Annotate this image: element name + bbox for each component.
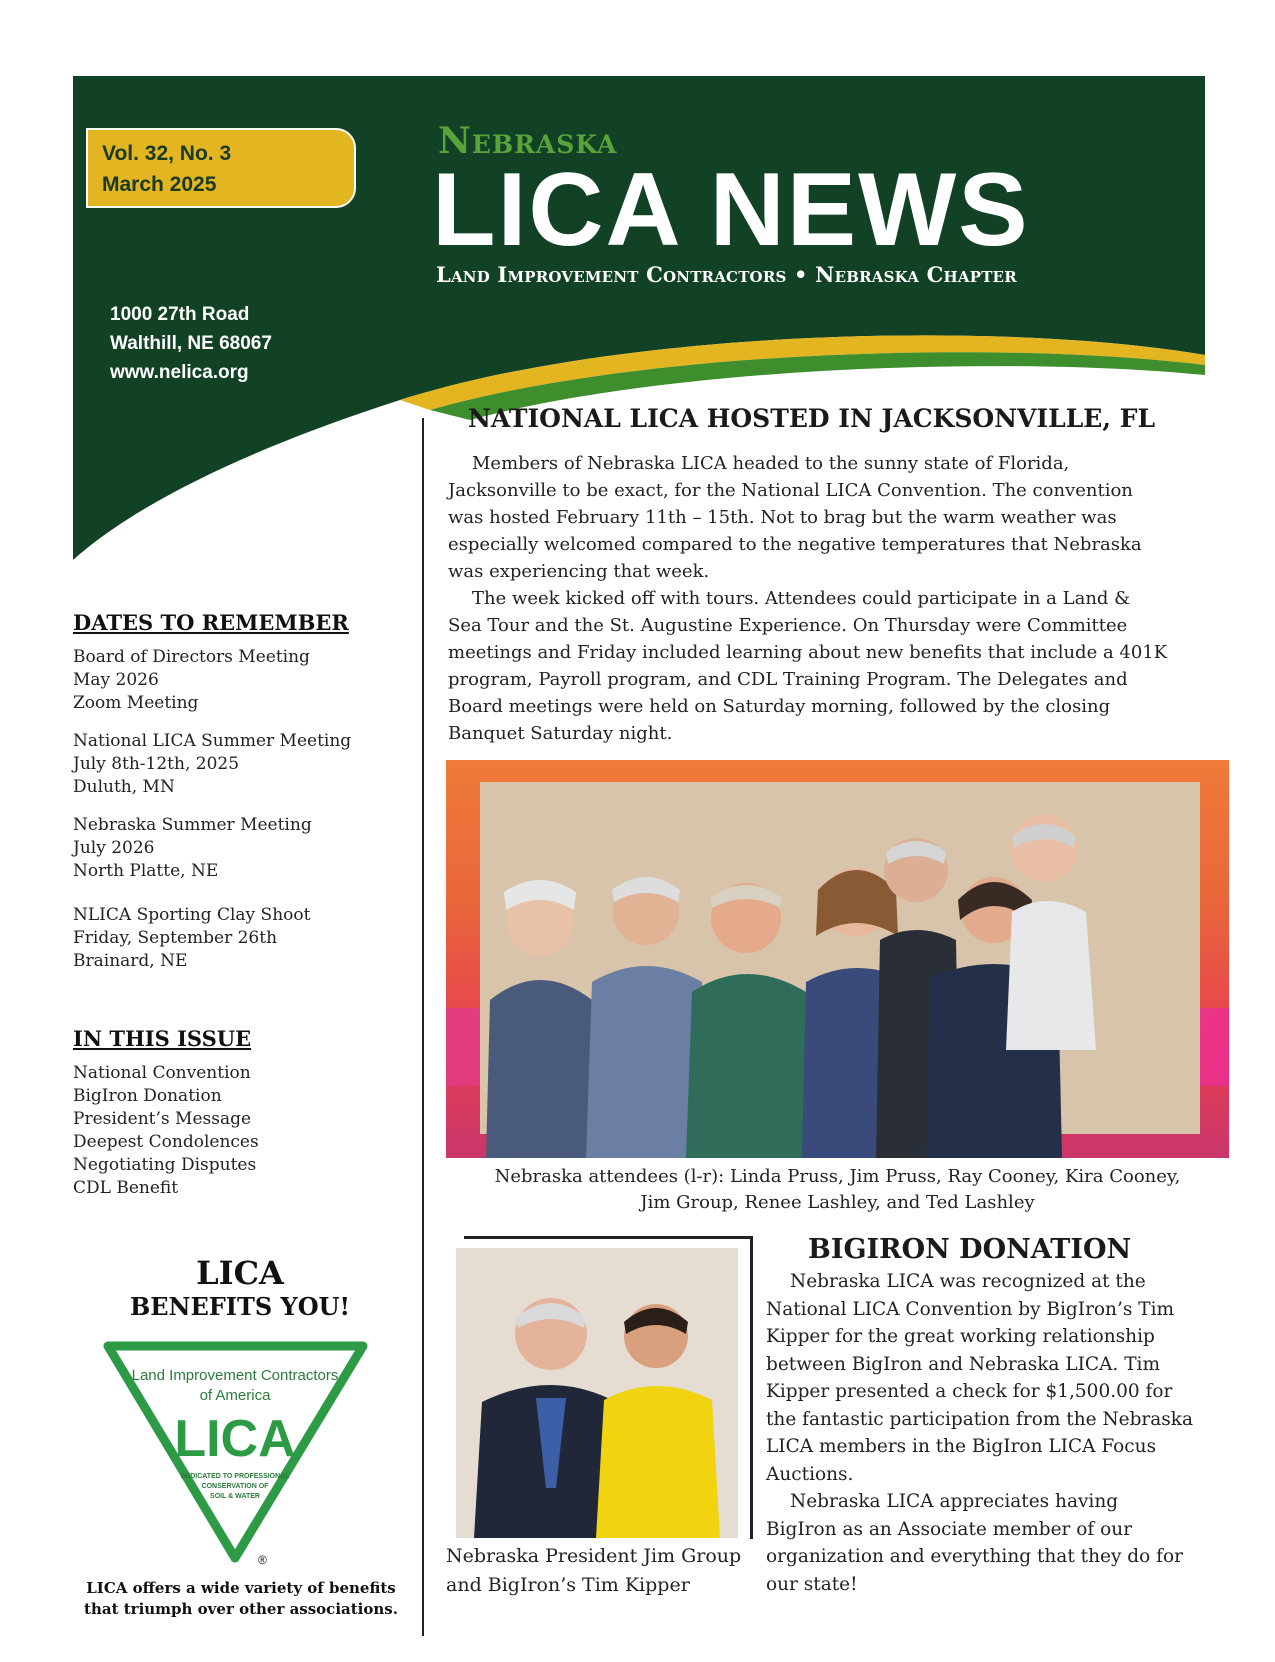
registered-mark: ® [258,1553,267,1567]
event-date: Friday, September 26th [73,928,278,948]
issue-date: March 2025 [102,173,217,196]
bigiron-body [766,1268,1206,1598]
group-people-illustration [446,760,1229,1158]
masthead-subtitle: Land Improvement Contractors • Nebraska Chapter [436,262,1017,287]
column-divider [422,418,424,1636]
bigiron-line: the fantastic participation from the Nebraska [766,1408,1194,1430]
address-city: Walthill, NE 68067 [110,333,272,354]
event-item [73,904,310,973]
event-location: Duluth, MN [73,777,175,797]
logo-center-text: LICA [174,1410,296,1468]
masthead-state: Nebraska [438,120,618,162]
logo-bottom-text: DEDICATED TO PROFESSIONAL [180,1473,290,1480]
event-title: National LICA Summer Meeting [73,731,352,751]
benefits-heading-sub: BENEFITS YOU! [129,1292,351,1321]
bigiron-photo-caption-line: Nebraska President Jim Group [446,1545,742,1567]
event-date: July 2026 [73,838,155,858]
logo-top-text-2: of America [199,1387,271,1404]
group-photo [446,760,1229,1158]
bigiron-line: BigIron as an Associate member of our [766,1518,1133,1540]
dates-heading: DATES TO REMEMBER [73,610,349,635]
bigiron-line: Nebraska LICA was recognized at the [790,1271,1146,1292]
person-silhouette [686,883,808,1158]
issue-link[interactable]: President’s Message [73,1109,252,1129]
event-title: Nebraska Summer Meeting [73,815,312,835]
event-date: May 2026 [73,670,159,690]
bigiron-line: between BigIron and Nebraska LICA. Tim [766,1353,1160,1375]
logo-caption-line: LICA offers a wide variety of benefits [86,1579,396,1597]
article-line: especially welcomed compared to the negative temperatures that Nebraska [448,534,1142,555]
article-line: Banquet Saturday night. [448,723,673,744]
logo-bottom-text-2: CONSERVATION OF [201,1483,269,1490]
issue-link[interactable]: National Convention [73,1063,251,1083]
volume-number: Vol. 32, No. 3 [102,142,232,165]
event-title: Board of Directors Meeting [73,647,310,667]
event-location: North Platte, NE [73,861,219,881]
bigiron-line: Auctions. [766,1463,854,1485]
issue-link[interactable]: CDL Benefit [73,1178,179,1198]
event-location: Brainard, NE [73,951,188,971]
logo-caption [80,1578,402,1620]
article-line: Members of Nebraska LICA headed to the sunny state of Florida, [472,453,1070,474]
article-line: Sea Tour and the St. Augustine Experience. On Thursday were Committee [448,615,1128,636]
issue-link[interactable]: BigIron Donation [73,1086,222,1106]
address-block [110,300,272,387]
event-item [73,646,310,715]
article-line: Board meetings were held on Saturday morning, followed by the closing [448,696,1111,717]
benefits-heading-lica: LICA [196,1254,284,1292]
logo-caption-line: that triumph over other associations. [84,1600,398,1618]
lica-logo [98,1338,373,1568]
person-silhouette [486,880,596,1158]
issue-link[interactable]: Deepest Condolences [73,1132,259,1152]
article-line: Jacksonville to be exact, for the National LICA Convention. The convention [448,480,1133,501]
logo-top-text: Land Improvement Contractors [131,1367,339,1384]
event-item [73,814,312,883]
bigiron-photo-caption-line: and BigIron’s Tim Kipper [446,1574,690,1596]
group-photo-caption-line: Jim Group, Renee Lashley, and Ted Lashley [640,1192,1035,1213]
volume-box [86,128,356,208]
in-this-issue-heading: IN THIS ISSUE [73,1026,252,1051]
issue-list [73,1062,259,1200]
article-line: was hosted February 11th – 15th. Not to brag but the warm weather was [448,507,1117,528]
event-location: Zoom Meeting [73,693,199,713]
bigiron-line: organization and everything that they do for [766,1546,1183,1567]
bigiron-line: LICA members in the BigIron LICA Focus [766,1436,1157,1457]
article-line: meetings and Friday included learning about new benefits that include a 401K [448,642,1168,663]
bigiron-photo [456,1248,738,1538]
article-line: program, Payroll program, and CDL Training Program. The Delegates and [448,669,1128,690]
article-line: was experiencing that week. [448,561,710,582]
event-title: NLICA Sporting Clay Shoot [73,905,311,925]
group-photo-caption [446,1164,1229,1216]
article-title: NATIONAL LICA HOSTED IN JACKSONVILLE, FL [468,404,1156,433]
bigiron-people-illustration [456,1248,738,1538]
group-photo-caption-line: Nebraska attendees (l-r): Linda Pruss, Jim Pruss, Ray Cooney, Kira Cooney, [494,1166,1181,1187]
issue-link[interactable]: Negotiating Disputes [73,1155,257,1175]
event-item [73,730,351,799]
bigiron-photo-caption [446,1542,746,1600]
bigiron-line: Nebraska LICA appreciates having [790,1491,1119,1512]
bigiron-line: our state! [766,1573,858,1595]
logo-bottom-text-3: SOIL & WATER [210,1493,260,1500]
article-line: The week kicked off with tours. Attendees could participate in a Land & [472,588,1131,609]
person-silhouette [1006,814,1096,1050]
website-link[interactable]: www.nelica.org [110,362,249,383]
article-body [448,450,1208,747]
bigiron-title: BIGIRON DONATION [808,1234,1132,1265]
masthead-title: LICA NEWS [432,152,1030,268]
event-date: July 8th-12th, 2025 [73,754,240,774]
bigiron-line: National LICA Convention by BigIron’s Tim [766,1298,1175,1320]
address-street: 1000 27th Road [110,304,250,325]
bigiron-line: Kipper for the great working relationship [766,1326,1155,1347]
bigiron-line: Kipper presented a check for $1,500.00 for [766,1381,1173,1402]
